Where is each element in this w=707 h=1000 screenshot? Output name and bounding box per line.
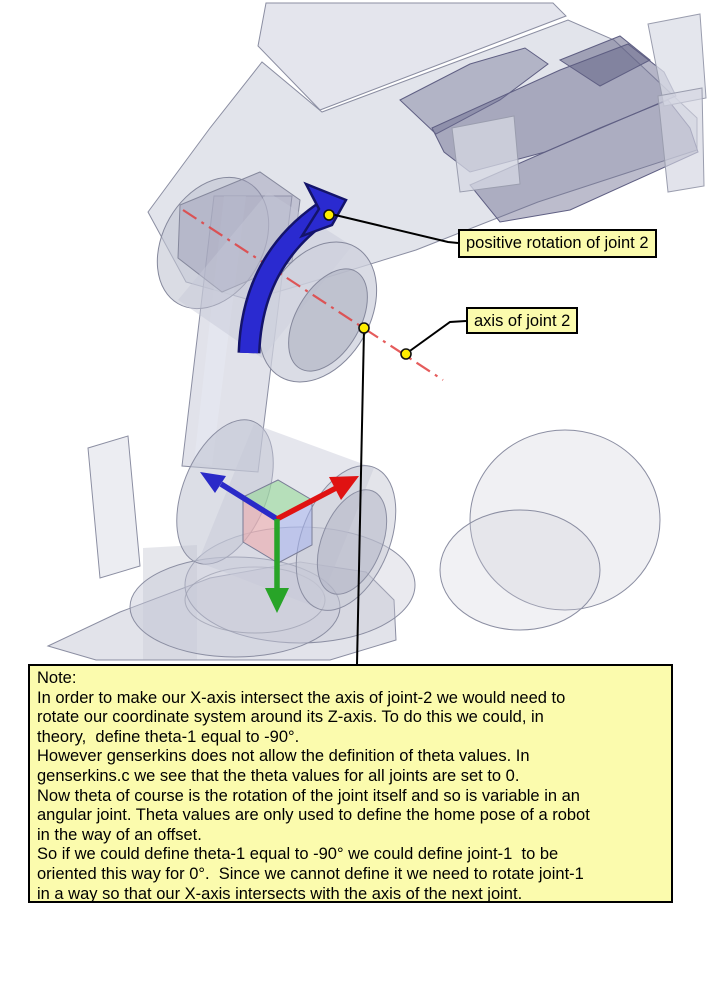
joint1-base-assembly xyxy=(48,406,660,660)
rotation-marker-dot xyxy=(324,210,334,220)
callout-axis-of-joint2: axis of joint 2 xyxy=(466,307,578,334)
axis-marker-dot xyxy=(359,323,369,333)
callout-positive-rotation-of-joint2: positive rotation of joint 2 xyxy=(458,229,657,258)
axis-marker-dot xyxy=(401,349,411,359)
note-box: Note: In order to make our X-axis intersect the axis of joint-2 we would need to rotate our coordinate system around its Z-axis. To do this we could, in theory, define theta-1 equal to -90°. However genserkins does not allow the definition of theta values. In genserkins.c we see that the theta values for all joints are set to 0. Now theta of course is the rotation of the joint itself and so is variable in an angular joint. Theta values are only used to define the home pose of a robot in the way of an offset. So if we could define theta-1 equal to -90° we could define joint-1 to be oriented this way for 0°. Since we cannot define it we need to rotate joint-1 in a way so that our X-axis intersects with the axis of the next joint. xyxy=(28,664,673,903)
